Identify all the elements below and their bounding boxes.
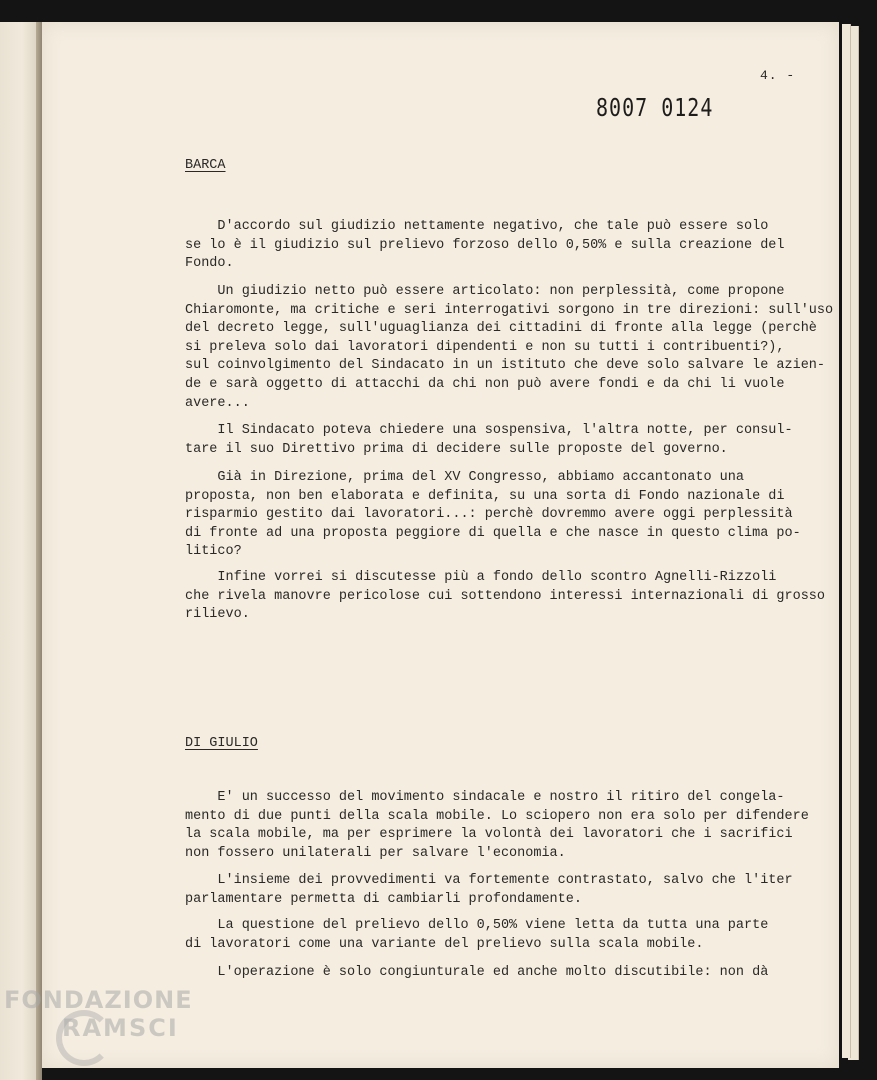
paragraph: E' un successo del movimento sindacale e nostro il ritiro del congela- mento di due punti della scala mobile. Lo sciopero non era solo per difendere la scala mobile, ma per esprimere la volontà dei lavoratori che i sacrifici non fossero unilaterali per salvare l'economia. [185,790,809,861]
section-heading-barca: BARCA [185,158,226,173]
paragraph: Infine vorrei si discutesse più a fondo dello scontro Agnelli-Rizzoli che rivela manovre pericolose cui sottendono interessi internazionali di grosso rilievo. [185,570,826,623]
watermark-line: FONDAZIONE [4,986,193,1014]
section-heading-di-giulio: DI GIULIO [185,736,258,751]
paragraph: La questione del prelievo dello 0,50% viene letta da tutta una parte di lavoratori come una variante del prelievo sulla scala mobile. [185,918,769,952]
paragraph: Già in Direzione, prima del XV Congresso, abbiamo accantonato una proposta, non ben elaborata e definita, su una sorta di Fondo nazionale di risparmio gestito dai lavoratori...: perchè dovremmo avere oggi perplessità di fronte ad una proposta peggiore di quella e che nasce in questo clima po- litico? [185,470,801,560]
watermark-line: RAMSCI [62,1014,179,1042]
paragraph: L'operazione è solo congiunturale ed anche molto discutibile: non dà [185,965,769,980]
paragraph: D'accordo sul giudizio nettamente negativo, che tale può essere solo se lo è il giudizio sul prelievo forzoso dello 0,50% e sulla creazione del Fondo. [185,219,785,272]
page-stack-edge [842,24,851,1058]
watermark-logo [4,986,193,1042]
paragraph: L'insieme dei provvedimenti va fortemente contrastato, salvo che l'iter parlamentare permetta di cambiarli profondamente. [185,873,793,907]
left-facing-page [0,22,41,1080]
paragraph: Il Sindacato poteva chiedere una sospensiva, l'altra notte, per consul- tare il suo Direttivo prima di decidere sulle proposte del governo. [185,423,793,457]
page-number: 4. - [760,68,796,83]
paragraph: Un giudizio netto può essere articolato: non perplessità, come propone Chiaromonte, ma critiche e seri interrogativi sorgono in tre direzioni: sull'uso del decreto legge, sull'uguaglianza dei cittadini di fronte alla legge (perchè si preleva solo dai lavoratori dipendenti e non su tutti i contribuenti?), sul coinvolgimento del Sindacato in un istituto che deve solo salvare le azien- de e sarà oggetto di attacchi da chi non può avere fondi e da chi li vuole avere... [185,284,834,411]
document-number: 8007 0124 [596,92,714,122]
